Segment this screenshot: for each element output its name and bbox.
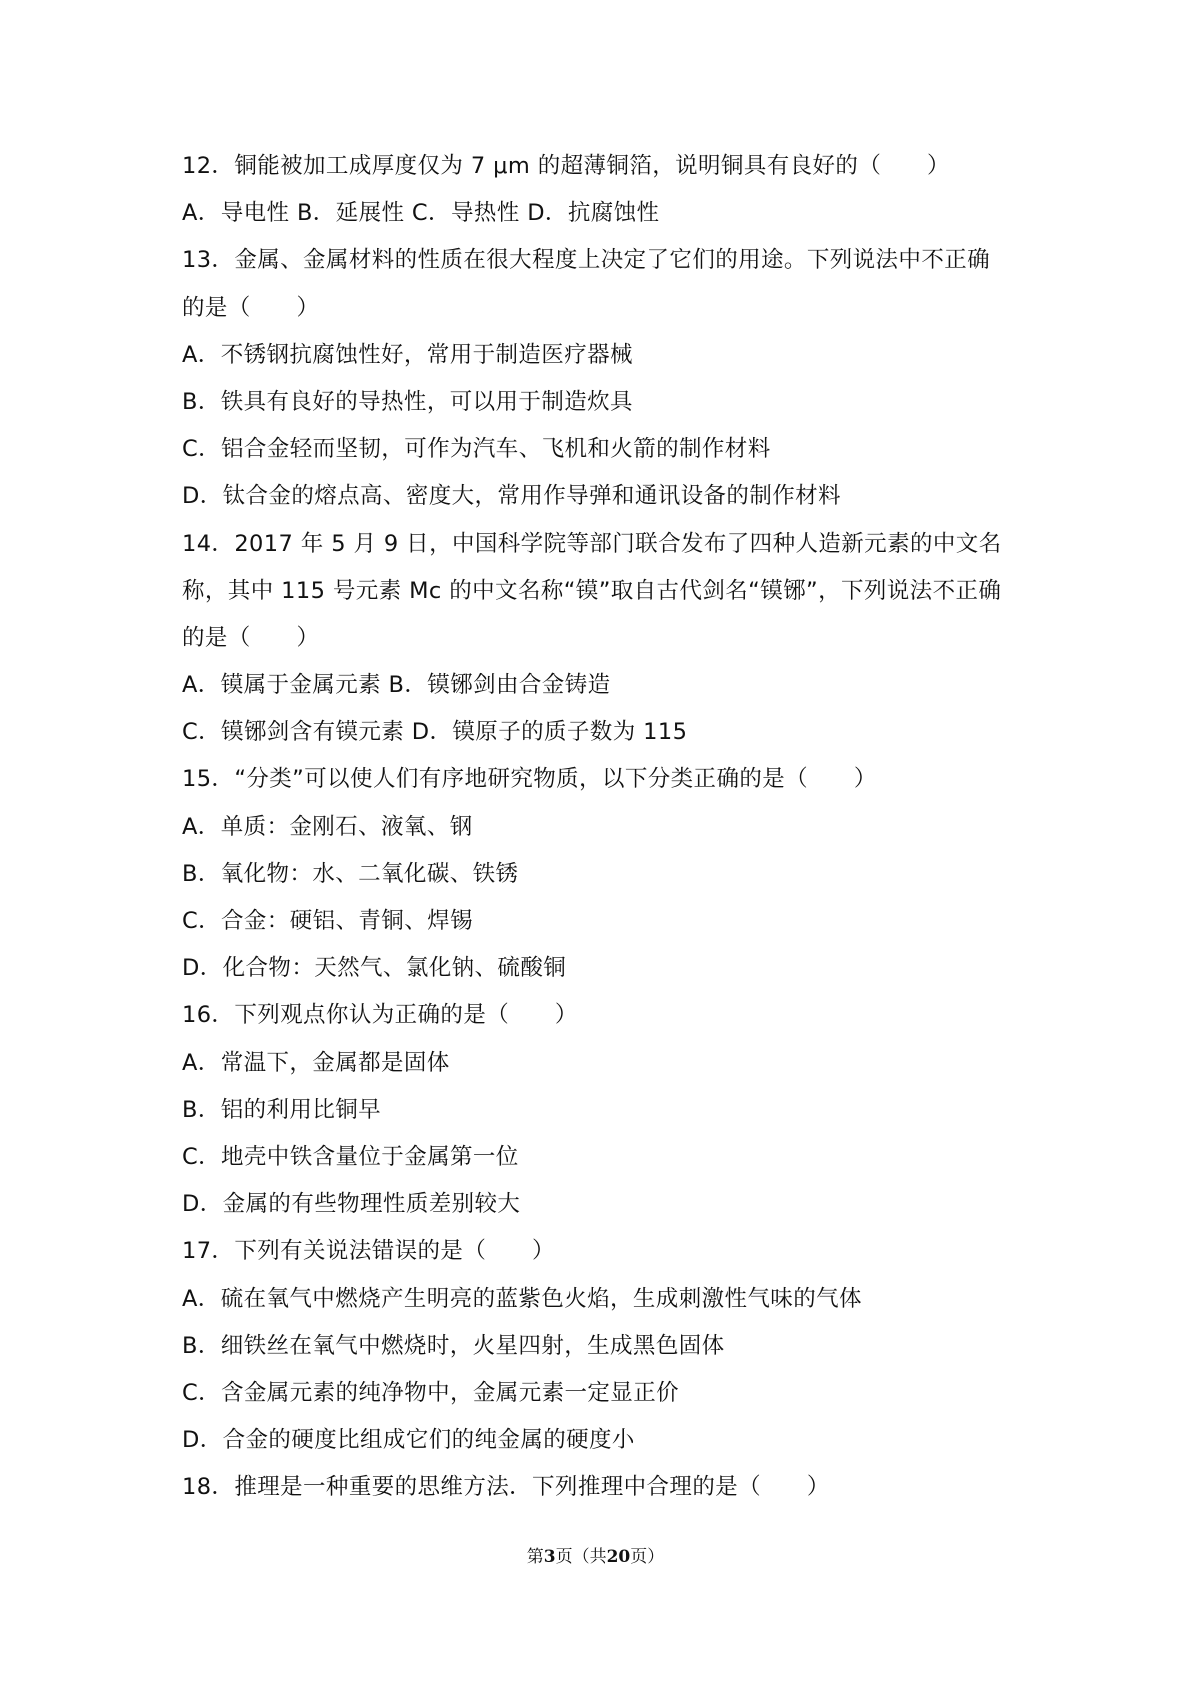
page-footer <box>0 1545 1191 1569</box>
question-13-stem-cont: 的是（ ） <box>182 294 320 321</box>
question-14-options-cd: C．镆铘剑含有镆元素 D．镆原子的质子数为 115 <box>182 719 688 746</box>
question-14-stem: 14．2017 年 5 月 9 日，中国科学院等部门联合发布了四种人造新元素的中文名 <box>182 530 1002 557</box>
question-16-option-a: A．常温下，金属都是固体 <box>182 1049 450 1076</box>
question-12-options: A．导电性 B．延展性 C．导热性 D．抗腐蚀性 <box>182 200 660 227</box>
question-15-option-a: A．单质：金刚石、液氧、钢 <box>182 813 473 840</box>
footer-total-pages: 20 <box>606 1547 631 1567</box>
question-13-option-d: D．钛合金的熔点高、密度大，常用作导弹和通讯设备的制作材料 <box>182 483 841 510</box>
question-13-option-a: A．不锈钢抗腐蚀性好，常用于制造医疗器械 <box>182 341 633 368</box>
question-13-stem: 13．金属、金属材料的性质在很大程度上决定了它们的用途。下列说法中不正确 <box>182 247 991 274</box>
question-17-stem: 17．下列有关说法错误的是（ ） <box>182 1238 555 1265</box>
question-18-stem: 18．推理是一种重要的思维方法．下列推理中合理的是（ ） <box>182 1474 830 1501</box>
question-15-option-c: C．合金：硬铝、青铜、焊锡 <box>182 908 473 934</box>
question-14-stem-cont: 称，其中 115 号元素 Mc 的中文名称“镆”取自古代剑名“镆铘”，下列说法不正确 <box>182 577 1002 604</box>
question-content <box>182 143 1022 1511</box>
question-14-stem-end: 的是（ ） <box>182 624 320 651</box>
question-17-option-a: A．硫在氧气中燃烧产生明亮的蓝紫色火焰，生成刺激性气味的气体 <box>182 1285 862 1312</box>
question-13-option-c: C．铝合金轻而坚韧，可作为汽车、飞机和火箭的制作材料 <box>182 436 771 463</box>
question-17-option-b: B．细铁丝在氧气中燃烧时，火星四射，生成黑色固体 <box>182 1332 725 1359</box>
question-17-option-c: C．含金属元素的纯净物中，金属元素一定显正价 <box>182 1379 680 1406</box>
footer-middle: 页（共 <box>555 1547 607 1567</box>
question-16-option-c: C．地壳中铁含量位于金属第一位 <box>182 1143 519 1170</box>
question-15-option-b: B．氧化物：水、二氧化碳、铁锈 <box>182 860 519 887</box>
footer-prefix: 第 <box>526 1547 544 1567</box>
question-12-stem: 12．铜能被加工成厚度仅为 7 μm 的超薄铜箔，说明铜具有良好的（ ） <box>182 153 950 179</box>
question-15-option-d: D．化合物：天然气、氯化钠、硫酸铜 <box>182 955 567 982</box>
question-16-option-b: B．铝的利用比铜早 <box>182 1096 382 1123</box>
question-13-option-b: B．铁具有良好的导热性，可以用于制造炊具 <box>182 388 633 415</box>
question-14-options-ab: A．镆属于金属元素 B．镆铘剑由合金铸造 <box>182 672 611 699</box>
question-15-stem: 15．“分类”可以使人们有序地研究物质，以下分类正确的是（ ） <box>182 766 877 793</box>
footer-page-number: 3 <box>543 1547 556 1567</box>
footer-suffix: 页） <box>630 1547 665 1567</box>
question-16-option-d: D．金属的有些物理性质差别较大 <box>182 1191 521 1218</box>
question-16-stem: 16．下列观点你认为正确的是（ ） <box>182 1002 578 1029</box>
question-17-option-d: D．合金的硬度比组成它们的纯金属的硬度小 <box>182 1427 635 1454</box>
